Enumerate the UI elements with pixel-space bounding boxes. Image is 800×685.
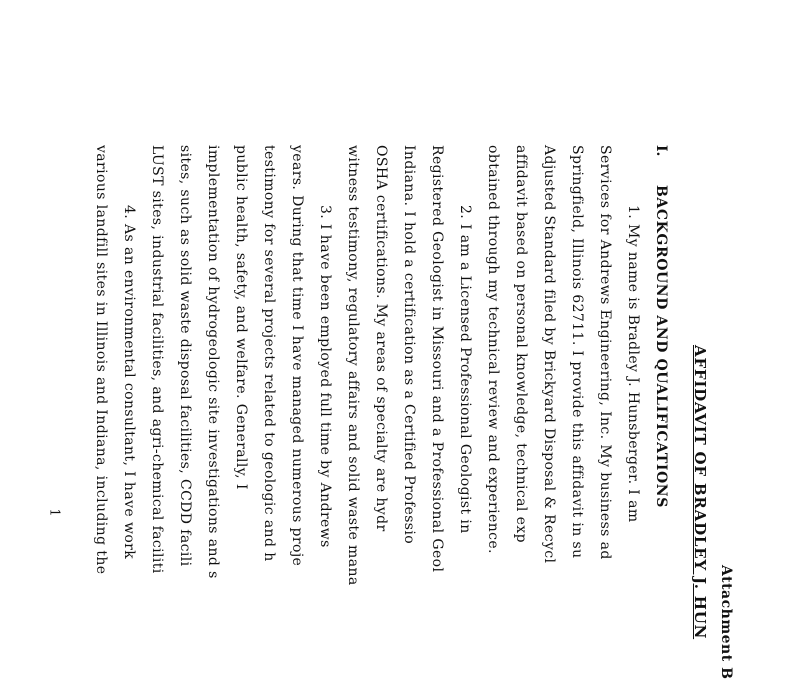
paragraph-line: 3. I have been employed full time by Andrews: [317, 205, 333, 548]
paragraph-line: public health, safety, and welfare. Generally, I: [233, 145, 249, 490]
affidavit-title: AFFIDAVIT OF BRADLEY J. HUN: [691, 345, 709, 640]
paragraph-line: years. During that time I have managed numerous proje: [289, 145, 305, 567]
paragraph-line: sites, such as solid waste disposal facilities, CCDD facili: [177, 145, 193, 567]
paragraph-line: LUST sites, industrial facilities, and agri-chemical faciliti: [149, 145, 165, 574]
paragraph-line: various landfill sites in Illinois and Indiana, including the: [93, 145, 109, 575]
paragraph-line: obtained through my technical review and experience.: [485, 145, 501, 554]
paragraph-line: Services for Andrews Engineering, Inc. My business ad: [597, 145, 613, 560]
paragraph-line: implementation of hydrogeologic site investigations and s: [205, 145, 221, 579]
section-number: I.: [653, 145, 669, 157]
paragraph-line: 2. I am a Licensed Professional Geologist in: [457, 205, 473, 534]
paragraph-line: 1. My name is Bradley J. Hunsberger. I am: [625, 205, 641, 523]
paragraph-line: Adjusted Standard filed by Brickyard Disposal & Recycl: [541, 145, 557, 564]
section-heading: BACKGROUND AND QUALIFICATIONS: [653, 185, 669, 508]
paragraph-line: OSHA certifications. My areas of specialty are hydr: [373, 145, 389, 532]
paragraph-line: 4. As an environmental consultant, I have work: [121, 205, 137, 560]
paragraph-line: Springfield, Illinois 62711. I provide this affidavit in su: [569, 145, 585, 559]
rotated-document-body: [80, 45, 734, 685]
paragraph-line: testimony for several projects related to geologic and h: [261, 145, 277, 562]
page-number: 1: [46, 508, 62, 517]
paragraph-line: witness testimony, regulatory affairs and solid waste mana: [345, 145, 361, 586]
attachment-label: Attachment B: [718, 565, 734, 680]
paragraph-line: affidavit based on personal knowledge, technical exp: [513, 145, 529, 543]
paragraph-line: Indiana. I hold a certification as a Certified Professio: [401, 145, 417, 545]
paragraph-line: Registered Geologist in Missouri and a Professional Geol: [429, 145, 445, 573]
